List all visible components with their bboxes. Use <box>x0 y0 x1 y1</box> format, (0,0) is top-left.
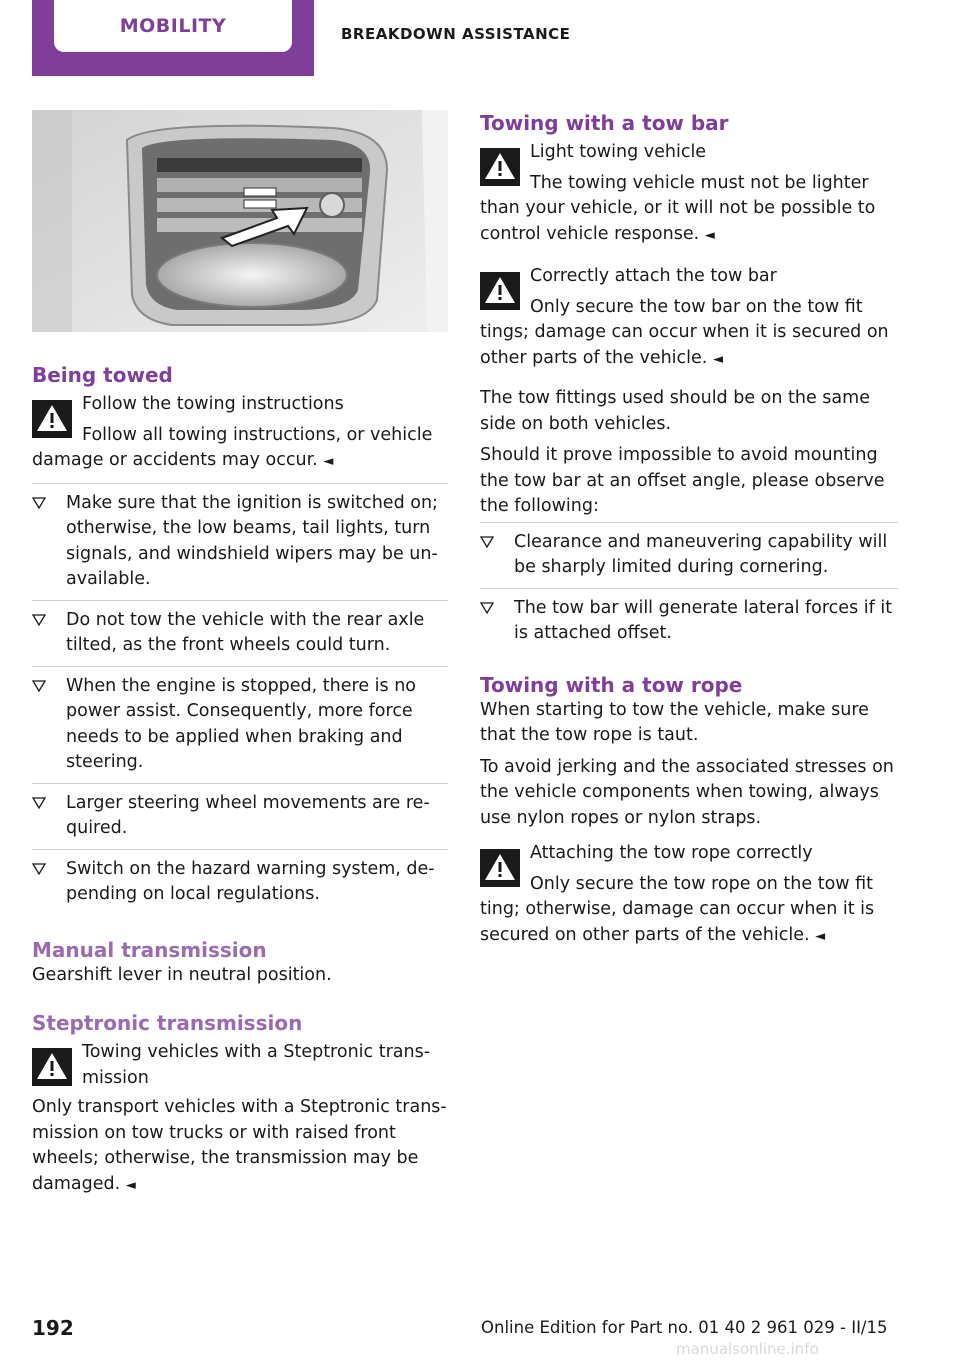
warning-title: Correctly attach the tow bar <box>530 266 777 286</box>
end-marker: ◄ <box>125 1177 136 1193</box>
list-item: Make sure that the ignition is switched on; otherwise, the low beams, tail lights, turn signals, and windshield wipers may be unavailable. <box>32 483 448 600</box>
tow-bar-warning-light-vehicle <box>480 140 898 248</box>
list-item: Larger steering wheel movements are required. <box>32 783 448 849</box>
warning-text-first-line: Only secure the tow rope on the tow fit <box>530 873 874 894</box>
bullet-triangle-icon <box>32 496 46 510</box>
page-number: 192 <box>32 1316 74 1340</box>
warning-text: damage or accidents may occur. <box>32 450 318 470</box>
section-title: BREAKDOWN ASSISTANCE <box>341 25 571 43</box>
tow-rope-heading: Towing with a tow rope <box>480 672 743 697</box>
tow-bar-bullet-list <box>480 522 898 654</box>
warning-text: tings; damage can occur when it is secured on other parts of the vehicle. <box>480 322 889 368</box>
end-marker: ◄ <box>323 454 334 469</box>
warning-triangle-icon <box>32 1048 72 1086</box>
list-item: The tow bar will generate lateral forces if it is attached offset. <box>480 588 898 654</box>
offset-angle-paragraph: Should it prove impossible to avoid mounting the tow bar at an offset angle, please observe the following: <box>480 445 885 516</box>
warning-triangle-icon <box>32 400 72 438</box>
end-marker: ◄ <box>704 227 715 243</box>
list-item: Do not tow the vehicle with the rear axle tilted, as the front wheels could turn. <box>32 600 448 666</box>
tow-rope-paragraph-2: To avoid jerking and the associated stresses on the vehicle components when towing, always use nylon ropes or nylon straps. <box>480 756 894 828</box>
tow-fitting-illustration <box>32 110 448 332</box>
manual-transmission-text: Gearshift lever in neutral position. <box>32 964 332 985</box>
warning-title: Towing vehicles with a Steptronic transmission <box>82 1042 431 1088</box>
bullet-triangle-icon <box>32 862 46 876</box>
tow-rope-paragraph-1: When starting to tow the vehicle, make sure that the tow rope is taut. <box>480 699 869 745</box>
warning-title: Attaching the tow rope correctly <box>530 843 813 863</box>
warning-title: Follow the towing instructions <box>82 394 344 414</box>
bumper-tow-fitting-image <box>32 110 448 332</box>
warning-triangle-icon <box>480 272 520 310</box>
tow-bar-heading: Towing with a tow bar <box>480 111 729 135</box>
bullet-triangle-icon <box>32 796 46 810</box>
warning-text-first-line: Only secure the tow bar on the tow fit <box>530 296 863 317</box>
tow-fittings-paragraph: The tow fittings used should be on the same side on both vehicles. <box>480 388 870 434</box>
end-marker: ◄ <box>712 351 723 367</box>
warning-text-first-line: The towing vehicle must not be lighter <box>530 172 869 193</box>
bullet-triangle-icon <box>32 679 46 693</box>
end-marker: ◄ <box>815 928 826 944</box>
being-towed-warning <box>32 392 448 475</box>
towing-bullet-list <box>32 483 448 915</box>
bullet-triangle-icon <box>480 535 494 549</box>
tow-bar-warning-attach <box>480 264 898 372</box>
tow-rope-warning <box>480 841 898 949</box>
warning-title: Light towing vehicle <box>530 142 707 162</box>
steptronic-warning <box>32 1040 448 1198</box>
right-column <box>480 110 898 949</box>
edition-footer: Online Edition for Part no. 01 40 2 961 029 - II/15 <box>481 1318 888 1337</box>
bullet-triangle-icon <box>32 613 46 627</box>
warning-triangle-icon <box>480 148 520 186</box>
manual-transmission-heading: Manual transmission <box>32 937 267 962</box>
being-towed-heading: Being towed <box>32 363 173 387</box>
warning-text: than your vehicle, or it will not be possible to control vehicle response. <box>480 198 876 244</box>
warning-text-first-line: Follow all towing instructions, or vehicle <box>82 424 433 445</box>
warning-text: Only transport vehicles with a Steptronic transmission on tow trucks or with raised front wheels; otherwise, the transmission may be damaged. <box>32 1097 447 1194</box>
bullet-triangle-icon <box>480 601 494 615</box>
left-column <box>32 110 448 1198</box>
list-item: Clearance and maneuvering capability will be sharply limited during cornering. <box>480 522 898 588</box>
list-item: When the engine is stopped, there is no power assist. Consequently, more force needs to be applied when braking and steering. <box>32 666 448 783</box>
steptronic-transmission-heading: Steptronic transmission <box>32 1011 303 1035</box>
chapter-tab-label: MOBILITY <box>54 0 292 52</box>
watermark: manualsonline.info <box>676 1340 819 1358</box>
warning-text: ting; otherwise, damage can occur when it is secured on other parts of the vehicle. <box>480 899 875 945</box>
warning-triangle-icon <box>480 849 520 887</box>
list-item: Switch on the hazard warning system, depending on local regulations. <box>32 849 448 915</box>
